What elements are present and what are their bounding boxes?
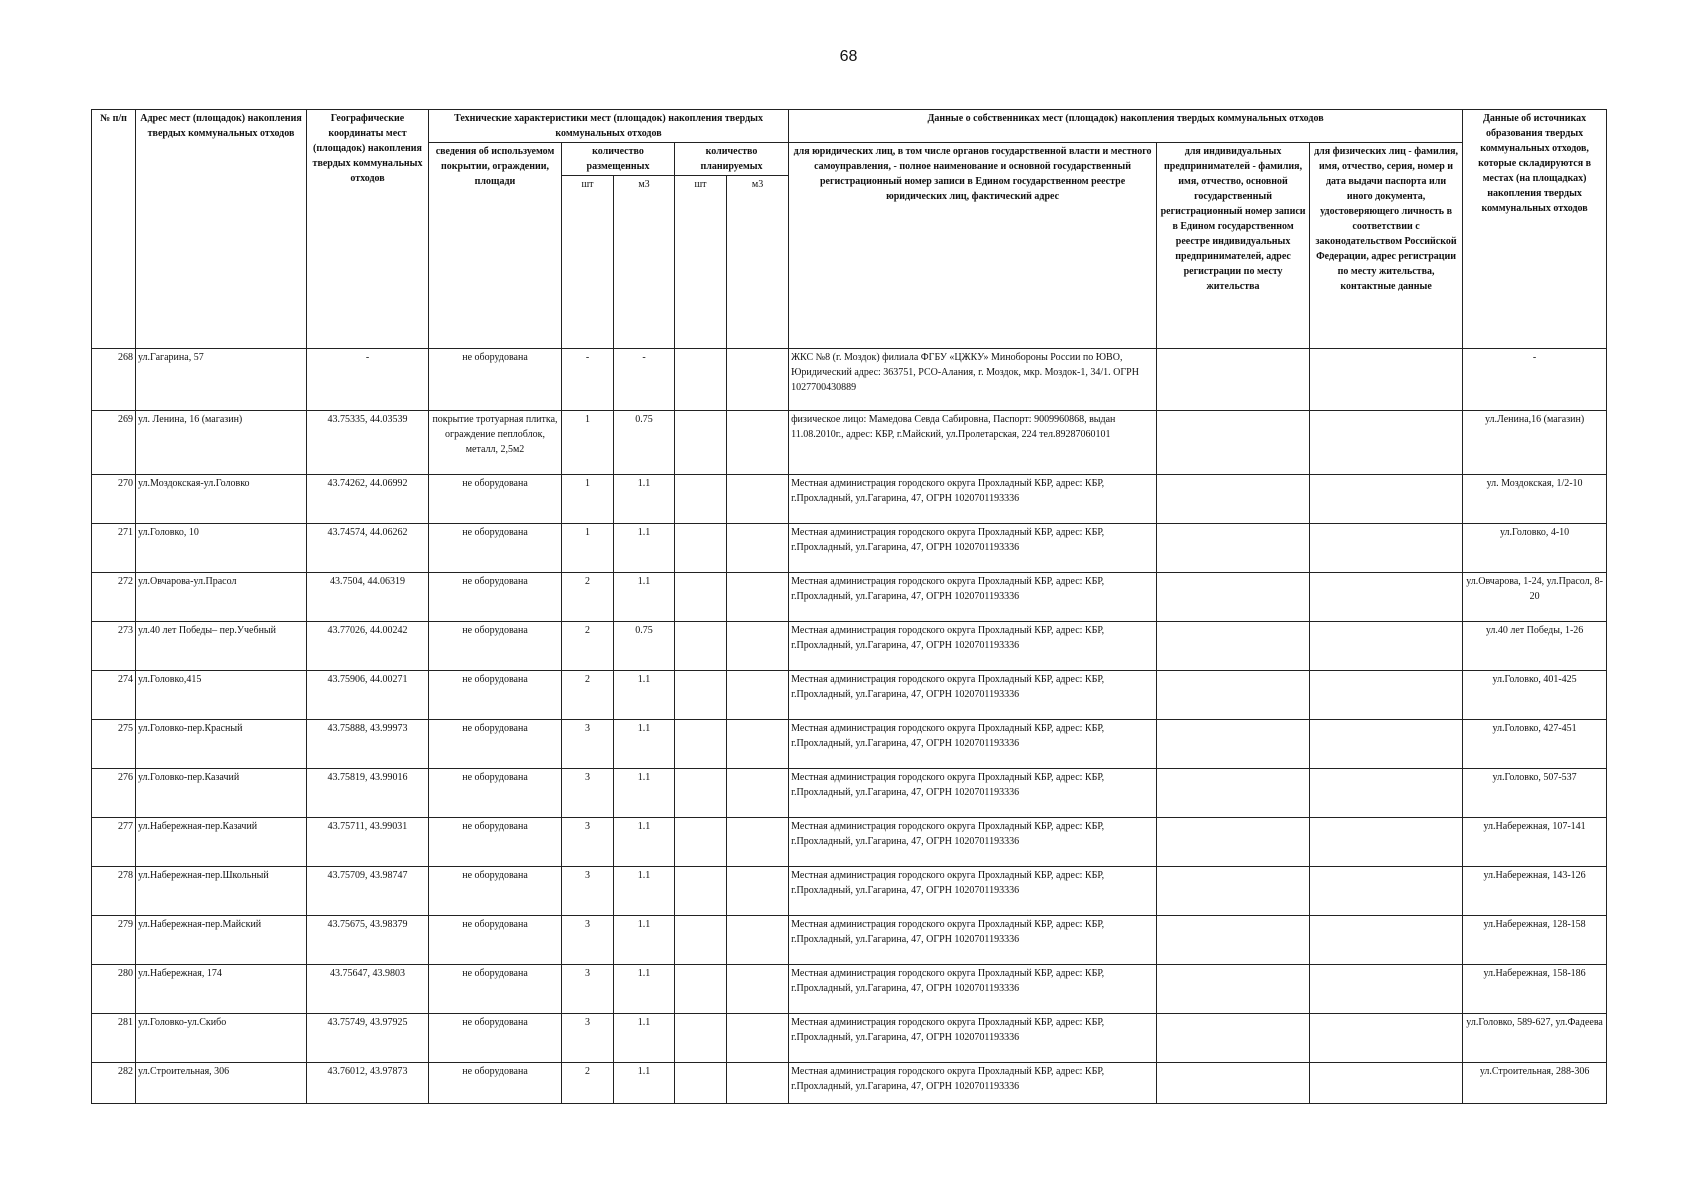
cell-qty: 2 — [562, 671, 614, 720]
cell-owner-ip — [1157, 475, 1310, 524]
cell-surface: не оборудована — [429, 965, 562, 1014]
cell-planned-qty — [675, 573, 727, 622]
cell-num: 270 — [92, 475, 136, 524]
cell-surface: покрытие тротуарная плитка, ограждение пеплоблок, металл, 2,5м2 — [429, 411, 562, 475]
cell-num: 278 — [92, 867, 136, 916]
cell-owner-legal: Местная администрация городского округа Прохладный КБР, адрес: КБР, г.Прохладный, ул.Гагарина, 47, ОГРН 1020701193336 — [789, 720, 1157, 769]
cell-qty: 1 — [562, 475, 614, 524]
table-row — [92, 622, 1607, 671]
cell-owner-ip — [1157, 671, 1310, 720]
cell-planned-volume — [727, 411, 789, 475]
cell-sources: ул. Моздокская, 1/2-10 — [1463, 475, 1607, 524]
cell-coords: 43.75749, 43.97925 — [307, 1014, 429, 1063]
table-row — [92, 867, 1607, 916]
table-row — [92, 818, 1607, 867]
cell-owner-legal: Местная администрация городского округа Прохладный КБР, адрес: КБР, г.Прохладный, ул.Гагарина, 47, ОГРН 1020701193336 — [789, 1063, 1157, 1104]
cell-sources: ул.40 лет Победы, 1-26 — [1463, 622, 1607, 671]
cell-address: ул.Набережная, 174 — [136, 965, 307, 1014]
cell-qty: - — [562, 349, 614, 411]
cell-volume: 1.1 — [614, 1014, 675, 1063]
cell-planned-volume — [727, 349, 789, 411]
cell-owner-person — [1310, 769, 1463, 818]
cell-owner-legal: физическое лицо: Мамедова Севда Сабировна, Паспорт: 9009960868, выдан 11.08.2010г., адрес: КБР, г.Майский, ул.Пролетарская, 224 тел.89287060101 — [789, 411, 1157, 475]
cell-volume: - — [614, 349, 675, 411]
cell-owner-person — [1310, 411, 1463, 475]
cell-surface: не оборудована — [429, 916, 562, 965]
cell-sources: ул.Головко, 401-425 — [1463, 671, 1607, 720]
cell-planned-qty — [675, 622, 727, 671]
cell-planned-qty — [675, 1014, 727, 1063]
cell-planned-volume — [727, 573, 789, 622]
table-row — [92, 965, 1607, 1014]
cell-planned-qty — [675, 411, 727, 475]
cell-qty: 3 — [562, 916, 614, 965]
header-owner-ip: для индивидуальных предпринимателей - фамилия, имя, отчество, основной государственный регистрационный номер записи в Едином государственном реестре индивидуальных предпринимателей, адрес регистрации по месту жительства — [1157, 143, 1310, 349]
cell-owner-ip — [1157, 573, 1310, 622]
cell-qty: 3 — [562, 720, 614, 769]
header-tech-surface: сведения об используемом покрытии, ограждении, площади — [429, 143, 562, 349]
cell-volume: 1.1 — [614, 965, 675, 1014]
cell-surface: не оборудована — [429, 769, 562, 818]
cell-owner-legal: Местная администрация городского округа Прохладный КБР, адрес: КБР, г.Прохладный, ул.Гагарина, 47, ОГРН 1020701193336 — [789, 769, 1157, 818]
cell-owner-person — [1310, 671, 1463, 720]
cell-owner-person — [1310, 349, 1463, 411]
cell-owner-person — [1310, 1014, 1463, 1063]
cell-address: ул.Овчарова-ул.Прасол — [136, 573, 307, 622]
cell-planned-qty — [675, 769, 727, 818]
cell-owner-ip — [1157, 867, 1310, 916]
table-row — [92, 769, 1607, 818]
header-owner-person: для физических лиц - фамилия, имя, отчество, серия, номер и дата выдачи паспорта или иного документа, удостоверяющего личность в соответствии с законодательством Российской Федерации, адрес регистрации по месту жительства, контактные данные — [1310, 143, 1463, 349]
cell-planned-volume — [727, 720, 789, 769]
cell-owner-legal: Местная администрация городского округа Прохладный КБР, адрес: КБР, г.Прохладный, ул.Гагарина, 47, ОГРН 1020701193336 — [789, 916, 1157, 965]
cell-owner-person — [1310, 1063, 1463, 1104]
cell-owner-legal: Местная администрация городского округа Прохладный КБР, адрес: КБР, г.Прохладный, ул.Гагарина, 47, ОГРН 1020701193336 — [789, 965, 1157, 1014]
cell-sources: ул.Набережная, 107-141 — [1463, 818, 1607, 867]
cell-owner-ip — [1157, 524, 1310, 573]
header-unit-pcs: шт — [562, 176, 614, 349]
cell-sources: ул.Строительная, 288-306 — [1463, 1063, 1607, 1104]
cell-volume: 1.1 — [614, 867, 675, 916]
cell-owner-legal: Местная администрация городского округа Прохладный КБР, адрес: КБР, г.Прохладный, ул.Гагарина, 47, ОГРН 1020701193336 — [789, 671, 1157, 720]
table-row — [92, 349, 1607, 411]
cell-coords: 43.77026, 44.00242 — [307, 622, 429, 671]
cell-owner-ip — [1157, 1063, 1310, 1104]
cell-volume: 1.1 — [614, 524, 675, 573]
cell-owner-ip — [1157, 965, 1310, 1014]
cell-volume: 1.1 — [614, 1063, 675, 1104]
cell-volume: 0.75 — [614, 411, 675, 475]
cell-planned-qty — [675, 524, 727, 573]
cell-coords: 43.75888, 43.99973 — [307, 720, 429, 769]
cell-coords: 43.75709, 43.98747 — [307, 867, 429, 916]
cell-address: ул.Набережная-пер.Майский — [136, 916, 307, 965]
cell-address: ул.Набережная-пер.Казачий — [136, 818, 307, 867]
cell-sources: ул.Головко, 427-451 — [1463, 720, 1607, 769]
cell-surface: не оборудована — [429, 475, 562, 524]
cell-owner-person — [1310, 867, 1463, 916]
cell-surface: не оборудована — [429, 524, 562, 573]
cell-owner-person — [1310, 524, 1463, 573]
cell-address: ул.Гагарина, 57 — [136, 349, 307, 411]
table-row — [92, 524, 1607, 573]
cell-qty: 3 — [562, 965, 614, 1014]
cell-planned-volume — [727, 475, 789, 524]
cell-address: ул.Головко-ул.Скибо — [136, 1014, 307, 1063]
cell-owner-person — [1310, 475, 1463, 524]
cell-owner-legal: Местная администрация городского округа Прохладный КБР, адрес: КБР, г.Прохладный, ул.Гагарина, 47, ОГРН 1020701193336 — [789, 1014, 1157, 1063]
cell-num: 277 — [92, 818, 136, 867]
cell-owner-person — [1310, 916, 1463, 965]
cell-coords: 43.75819, 43.99016 — [307, 769, 429, 818]
cell-address: ул. Ленина, 16 (магазин) — [136, 411, 307, 475]
cell-owner-person — [1310, 720, 1463, 769]
cell-address: ул.Головко-пер.Казачий — [136, 769, 307, 818]
table-row — [92, 573, 1607, 622]
table-header — [92, 110, 1607, 349]
cell-surface: не оборудована — [429, 349, 562, 411]
cell-planned-qty — [675, 818, 727, 867]
cell-qty: 3 — [562, 1014, 614, 1063]
header-owners: Данные о собственниках мест (площадок) накопления твердых коммунальных отходов — [789, 110, 1463, 143]
cell-address: ул.Головко-пер.Красный — [136, 720, 307, 769]
cell-owner-ip — [1157, 349, 1310, 411]
cell-owner-legal: Местная администрация городского округа Прохладный КБР, адрес: КБР, г.Прохладный, ул.Гагарина, 47, ОГРН 1020701193336 — [789, 475, 1157, 524]
header-owner-legal: для юридических лиц, в том числе органов государственной власти и местного самоуправления, - полное наименование и основной государственный регистрационный номер записи в Едином государственном реестре юридических лиц, фактический адрес — [789, 143, 1157, 349]
cell-planned-qty — [675, 720, 727, 769]
cell-num: 271 — [92, 524, 136, 573]
header-qty-planned: количество планируемых — [675, 143, 789, 176]
cell-coords: 43.75675, 43.98379 — [307, 916, 429, 965]
cell-qty: 3 — [562, 769, 614, 818]
cell-address: ул.Строительная, 306 — [136, 1063, 307, 1104]
cell-sources: - — [1463, 349, 1607, 411]
cell-coords: 43.75711, 43.99031 — [307, 818, 429, 867]
cell-coords: 43.74262, 44.06992 — [307, 475, 429, 524]
cell-coords: 43.75647, 43.9803 — [307, 965, 429, 1014]
header-unit-m3-planned: м3 — [727, 176, 789, 349]
cell-num: 272 — [92, 573, 136, 622]
cell-owner-person — [1310, 622, 1463, 671]
cell-planned-volume — [727, 524, 789, 573]
header-unit-pcs-planned: шт — [675, 176, 727, 349]
cell-owner-ip — [1157, 720, 1310, 769]
cell-surface: не оборудована — [429, 867, 562, 916]
cell-planned-volume — [727, 622, 789, 671]
table-row — [92, 916, 1607, 965]
cell-num: 276 — [92, 769, 136, 818]
cell-qty: 2 — [562, 1063, 614, 1104]
cell-address: ул.40 лет Победы– пер.Учебный — [136, 622, 307, 671]
cell-planned-qty — [675, 867, 727, 916]
page-number: 68 — [839, 48, 858, 65]
cell-planned-volume — [727, 671, 789, 720]
table-row — [92, 720, 1607, 769]
cell-sources: ул.Головко, 589-627, ул.Фадеева — [1463, 1014, 1607, 1063]
cell-num: 282 — [92, 1063, 136, 1104]
cell-coords: - — [307, 349, 429, 411]
cell-num: 279 — [92, 916, 136, 965]
cell-num: 281 — [92, 1014, 136, 1063]
header-unit-m3: м3 — [614, 176, 675, 349]
cell-surface: не оборудована — [429, 573, 562, 622]
cell-coords: 43.7504, 44.06319 — [307, 573, 429, 622]
cell-planned-qty — [675, 349, 727, 411]
cell-volume: 1.1 — [614, 671, 675, 720]
cell-qty: 2 — [562, 573, 614, 622]
cell-coords: 43.74574, 44.06262 — [307, 524, 429, 573]
cell-num: 274 — [92, 671, 136, 720]
header-num: № п/п — [92, 110, 136, 349]
table-row — [92, 411, 1607, 475]
cell-sources: ул.Набережная, 158-186 — [1463, 965, 1607, 1014]
cell-planned-qty — [675, 965, 727, 1014]
cell-num: 275 — [92, 720, 136, 769]
cell-num: 269 — [92, 411, 136, 475]
cell-sources: ул.Набережная, 143-126 — [1463, 867, 1607, 916]
header-qty-placed: количество размещенных — [562, 143, 675, 176]
waste-sites-table — [91, 109, 1607, 1104]
cell-planned-qty — [675, 916, 727, 965]
cell-sources: ул.Овчарова, 1-24, ул.Прасол, 8-20 — [1463, 573, 1607, 622]
cell-sources: ул.Ленина,16 (магазин) — [1463, 411, 1607, 475]
table-body — [92, 349, 1607, 1104]
table-row — [92, 671, 1607, 720]
cell-owner-legal: Местная администрация городского округа Прохладный КБР, адрес: КБР, г.Прохладный, ул.Гагарина, 47, ОГРН 1020701193336 — [789, 573, 1157, 622]
cell-num: 280 — [92, 965, 136, 1014]
table-row — [92, 475, 1607, 524]
cell-num: 268 — [92, 349, 136, 411]
cell-surface: не оборудована — [429, 818, 562, 867]
cell-address: ул.Головко,415 — [136, 671, 307, 720]
cell-owner-person — [1310, 965, 1463, 1014]
cell-owner-ip — [1157, 818, 1310, 867]
cell-qty: 1 — [562, 411, 614, 475]
cell-volume: 1.1 — [614, 475, 675, 524]
cell-surface: не оборудована — [429, 671, 562, 720]
cell-qty: 3 — [562, 867, 614, 916]
cell-volume: 1.1 — [614, 818, 675, 867]
cell-owner-legal: Местная администрация городского округа Прохладный КБР, адрес: КБР, г.Прохладный, ул.Гагарина, 47, ОГРН 1020701193336 — [789, 818, 1157, 867]
cell-owner-legal: Местная администрация городского округа Прохладный КБР, адрес: КБР, г.Прохладный, ул.Гагарина, 47, ОГРН 1020701193336 — [789, 622, 1157, 671]
cell-address: ул.Моздокская-ул.Головко — [136, 475, 307, 524]
cell-planned-volume — [727, 818, 789, 867]
cell-address: ул.Головко, 10 — [136, 524, 307, 573]
cell-volume: 0.75 — [614, 622, 675, 671]
cell-planned-volume — [727, 1063, 789, 1104]
cell-sources: ул.Набережная, 128-158 — [1463, 916, 1607, 965]
cell-planned-qty — [675, 671, 727, 720]
cell-num: 273 — [92, 622, 136, 671]
cell-planned-volume — [727, 867, 789, 916]
table-row — [92, 1014, 1607, 1063]
cell-qty: 3 — [562, 818, 614, 867]
cell-coords: 43.75335, 44.03539 — [307, 411, 429, 475]
cell-owner-person — [1310, 573, 1463, 622]
cell-owner-legal: ЖКС №8 (г. Моздок) филиала ФГБУ «ЦЖКУ» Минобороны России по ЮВО, Юридический адрес: 363751, РСО-Алания, г. Моздок, мкр. Моздок-1, 34/1. ОГРН 1027700430889 — [789, 349, 1157, 411]
cell-volume: 1.1 — [614, 720, 675, 769]
table-row — [92, 1063, 1607, 1104]
cell-owner-ip — [1157, 916, 1310, 965]
cell-address: ул.Набережная-пер.Школьный — [136, 867, 307, 916]
cell-planned-volume — [727, 769, 789, 818]
cell-sources: ул.Головко, 507-537 — [1463, 769, 1607, 818]
cell-planned-volume — [727, 916, 789, 965]
cell-owner-ip — [1157, 411, 1310, 475]
cell-coords: 43.75906, 44.00271 — [307, 671, 429, 720]
cell-owner-ip — [1157, 769, 1310, 818]
cell-owner-legal: Местная администрация городского округа Прохладный КБР, адрес: КБР, г.Прохладный, ул.Гагарина, 47, ОГРН 1020701193336 — [789, 524, 1157, 573]
cell-volume: 1.1 — [614, 769, 675, 818]
cell-surface: не оборудована — [429, 720, 562, 769]
cell-owner-ip — [1157, 1014, 1310, 1063]
cell-surface: не оборудована — [429, 1014, 562, 1063]
cell-coords: 43.76012, 43.97873 — [307, 1063, 429, 1104]
cell-qty: 2 — [562, 622, 614, 671]
cell-volume: 1.1 — [614, 573, 675, 622]
cell-sources: ул.Головко, 4-10 — [1463, 524, 1607, 573]
cell-planned-qty — [675, 1063, 727, 1104]
header-address: Адрес мест (площадок) накопления твердых коммунальных отходов — [136, 110, 307, 349]
cell-surface: не оборудована — [429, 622, 562, 671]
header-sources: Данные об источниках образования твердых коммунальных отходов, которые складируются в местах (на площадках) накопления твердых коммунальных отходов — [1463, 110, 1607, 349]
cell-volume: 1.1 — [614, 916, 675, 965]
cell-planned-volume — [727, 1014, 789, 1063]
cell-surface: не оборудована — [429, 1063, 562, 1104]
header-tech: Технические характеристики мест (площадок) накопления твердых коммунальных отходов — [429, 110, 789, 143]
cell-owner-person — [1310, 818, 1463, 867]
cell-planned-volume — [727, 965, 789, 1014]
cell-owner-ip — [1157, 622, 1310, 671]
cell-planned-qty — [675, 475, 727, 524]
header-coords: Географические координаты мест (площадок) накопления твердых коммунальных отходов — [307, 110, 429, 349]
cell-owner-legal: Местная администрация городского округа Прохладный КБР, адрес: КБР, г.Прохладный, ул.Гагарина, 47, ОГРН 1020701193336 — [789, 867, 1157, 916]
cell-qty: 1 — [562, 524, 614, 573]
